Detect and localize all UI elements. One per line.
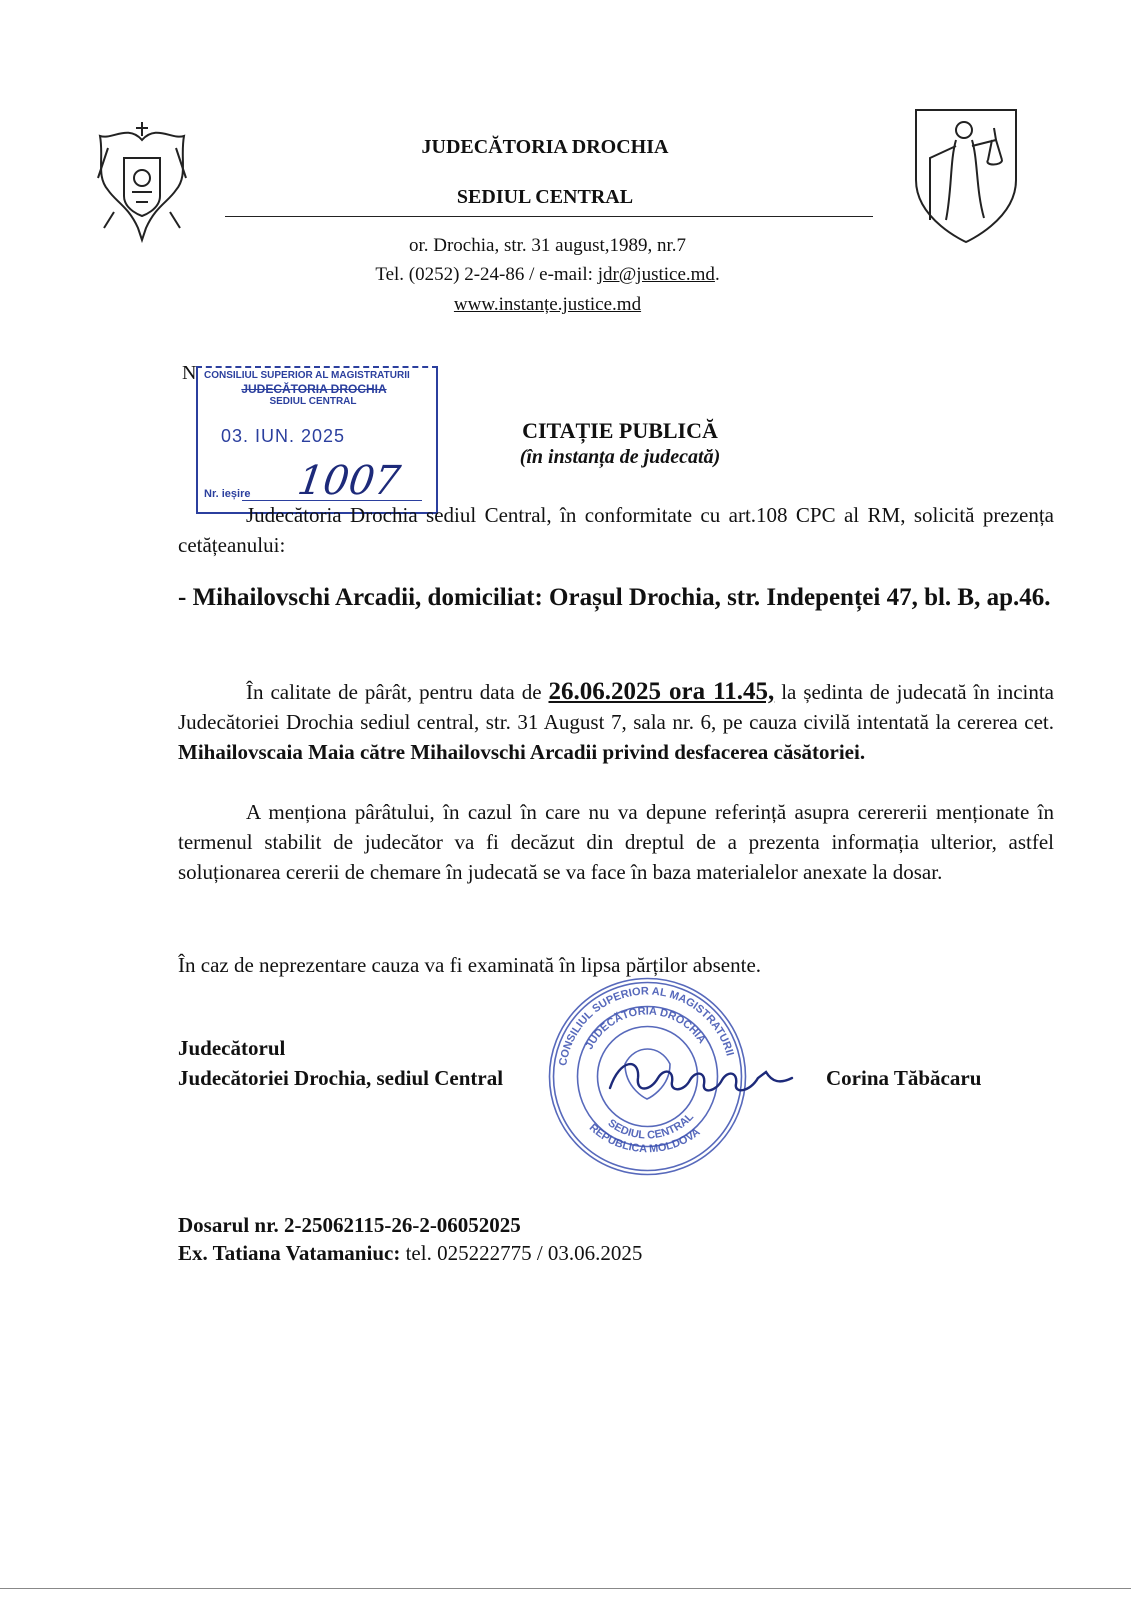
website-link[interactable]: www.instanțe.justice.md [453, 294, 642, 315]
executor-contact: tel. 025222775 / 03.06.2025 [400, 1241, 643, 1265]
nr-prefix: N [182, 362, 197, 384]
stamp-handwritten-number: 1007 [294, 458, 404, 504]
seal-country-text: REPUBLICA MOLDOVA [586, 1121, 703, 1156]
case-parties: Mihailovscaia Maia către Mihailovschi Arcadii privind desfacerea căsătoriei. [178, 740, 866, 764]
seal-bottom-text: SEDIUL CENTRAL [605, 1110, 697, 1142]
contact-suffix: . [714, 264, 720, 285]
judge-court: Judecătoriei Drochia, sediul Central [178, 1066, 504, 1090]
stamp-line-council: CONSILIUL SUPERIOR AL MAGISTRATURII [204, 370, 410, 381]
summons-lead: În calitate de pârât, pentru data de [246, 680, 549, 704]
court-seat: SEDIUL CENTRAL [456, 186, 634, 208]
absence-paragraph: În caz de neprezentare cauza va fi examinată în lipsa părților absente. [178, 953, 762, 977]
hearing-datetime: 26.06.2025 ora 11.45, [548, 678, 775, 705]
judge-name: Corina Tăbăcaru [826, 1066, 982, 1090]
stamp-line-seat: SEDIUL CENTRAL [269, 396, 357, 407]
signature-icon [600, 1048, 800, 1104]
dossier-number: Dosarul nr. 2-25062115-26-2-06052025 [178, 1213, 521, 1237]
summons-middle: la ședinta de judecată în incinta Judecătoriei Drochia sediul central, str. 31 August 7, sala nr. 6, pe cauza civilă intentată la cererea cet. [178, 680, 1055, 734]
executor-line [178, 1241, 642, 1266]
stamp-line-court: JUDECĂTORIA DROCHIA [241, 382, 387, 396]
judge-title: Judecătorul [178, 1036, 286, 1060]
summons-paragraph [178, 677, 1054, 767]
justice-emblem-icon [906, 100, 1026, 250]
contact-email-link[interactable]: jdr@justice.md [597, 264, 715, 285]
contact-phone: Tel. (0252) 2-24-86 / e-mail: [375, 264, 598, 285]
document-subtitle: (în instanța de judecată) [519, 446, 721, 468]
court-address: or. Drochia, str. 31 august,1989, nr.7 [408, 235, 687, 256]
court-contact [300, 264, 795, 286]
intro-paragraph: Judecătoria Drochia sediul Central, în conformitate cu art.108 CPC al RM, solicită prezența cetățeanului: [178, 503, 1054, 557]
stamp-nr-label: Nr. ieșire [204, 488, 251, 500]
coat-of-arms-icon [88, 118, 196, 246]
header-divider [225, 216, 873, 217]
document-title: CITAȚIE PUBLICĂ [522, 418, 718, 443]
seal-inner-text: JUDECĂTORIA DROCHIA [583, 1005, 708, 1052]
page-bottom-edge [0, 1588, 1131, 1589]
seal-outer-text: CONSILIUL SUPERIOR AL MAGISTRATURII [557, 985, 736, 1067]
registration-stamp [196, 366, 438, 514]
notice-paragraph: A menționa pârâtului, în cazul în care nu va depune referință asupra cerererii menționate în termenul stabilit de judecător va fi decăzut din dreptul de a prezenta informația ulterior, astfel soluționarea cererii de chemare în judecată se va face în baza materialelor anexate la dosar. [178, 800, 1054, 884]
executor-label: Ex. Tatiana Vatamaniuc: [178, 1241, 401, 1265]
court-name: JUDECĂTORIA DROCHIA [421, 136, 669, 158]
stamp-date: 03. IUN. 2025 [220, 426, 346, 446]
court-website [300, 294, 795, 316]
defendant-paragraph: - Mihailovschi Arcadii, domiciliat: Orașul Drochia, str. Indepenței 47, bl. B, ap.46. [178, 584, 1051, 611]
svg-text:JUDECĂTORIA DROCHIA [583, 1005, 708, 1051]
